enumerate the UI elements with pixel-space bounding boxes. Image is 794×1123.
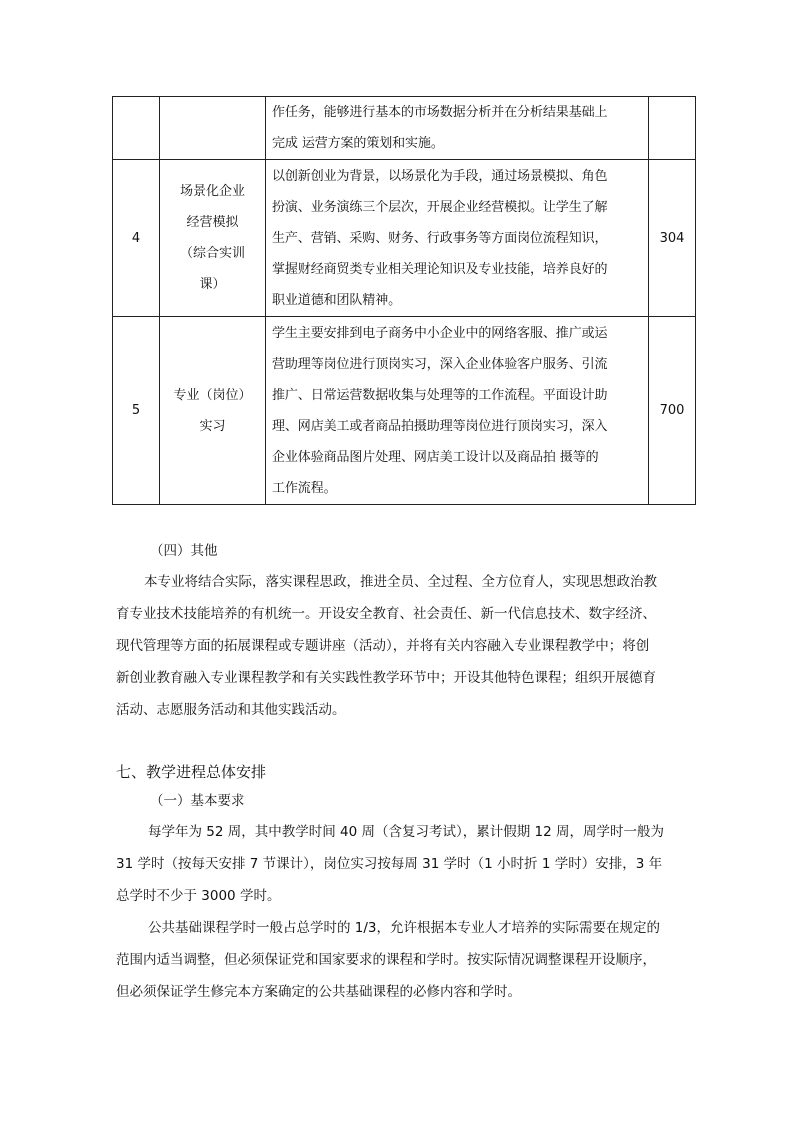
paragraph-line: 范围内适当调整，但必须保证党和国家要求的课程和学时。按实际情况调整课程开设顺序， [116, 952, 656, 968]
paragraph-line: 每学年为 52 周，其中教学时间 40 周（含复习考试），累计假期 12 周，周学时一般为 [148, 824, 665, 840]
paragraph-line: 公共基础课程学时一般占总学时的 1/3，允许根据本专业人才培养的实际需要在规定的 [148, 920, 661, 936]
description-line: 营助理等岗位进行顶岗实习，深入企业体验客户服务、引流 [272, 356, 608, 372]
basic-requirements-para-2 [116, 912, 682, 1008]
table-row [113, 97, 696, 160]
table-row [113, 160, 696, 317]
description-line: 生产、营销、采购、财务、行政事务等方面岗位流程知识， [272, 230, 608, 246]
description-line: 作任务，能够进行基本的市场数据分析并在分析结果基础上 [272, 105, 608, 120]
description-line: 扮演、业务演练三个层次，开展企业经营模拟。让学生了解 [272, 199, 608, 215]
course-name-line: （综合实训 [179, 246, 245, 261]
course-table [112, 96, 696, 505]
description-line: 完成 运营方案的策划和实施。 [272, 136, 444, 151]
course-name-line: 课） [199, 277, 226, 292]
section-other-title: （四）其他 [150, 543, 218, 559]
paragraph-line: 总学时不少于 3000 学时。 [116, 888, 281, 904]
paragraph-line: 活动、志愿服务活动和其他实践活动。 [116, 702, 346, 718]
basic-requirements-para-1 [116, 816, 682, 912]
section-other-body [116, 566, 682, 726]
description-line: 掌握财经商贸类专业相关理论知识及专业技能，培养良好的 [272, 261, 608, 277]
paragraph-line: 31 学时（按每天安排 7 节课计），岗位实习按每周 31 学时（1 小时折 1 学时）安排，3 年 [116, 856, 663, 872]
paragraph-line: 现代管理等方面的拓展课程或专题讲座（活动），并将有关内容融入专业课程教学中；将创 [116, 638, 650, 654]
description-line: 工作流程。 [272, 480, 337, 496]
course-description [266, 97, 649, 160]
description-line: 理、网店美工或者商品拍摄助理等岗位进行顶岗实习，深入 [272, 418, 608, 434]
table-row [113, 317, 696, 505]
course-number [113, 97, 160, 160]
course-name-line: 专业（岗位） [173, 387, 252, 403]
course-name-line: 经营模拟 [186, 215, 239, 230]
description-line: 职业道德和团队精神。 [272, 292, 402, 308]
course-hours: 700 [649, 317, 696, 505]
description-line: 以创新创业为背景，以场景化为手段，通过场景模拟、角色 [272, 168, 608, 184]
course-hours [649, 97, 696, 160]
paragraph-line: 但必须保证学生修完本方案确定的公共基础课程的必修内容和学时。 [116, 984, 521, 1000]
course-number: 4 [113, 160, 160, 317]
course-description [266, 160, 649, 317]
course-name [160, 97, 266, 160]
course-name [160, 317, 266, 505]
basic-requirements-title: （一）基本要求 [150, 793, 245, 809]
course-name [160, 160, 266, 317]
paragraph-line: 育专业技术技能培养的有机统一。开设安全教育、社会责任、新一代信息技术、数字经济、 [116, 606, 656, 622]
course-name-line: 实习 [199, 418, 226, 434]
paragraph-line: 本专业将结合实际，落实课程思政，推进全员、全过程、全方位育人，实现思想政治教 [144, 574, 657, 590]
paragraph-line: 新创业教育融入专业课程教学和有关实践性教学环节中；开设其他特色课程；组织开展德育 [116, 670, 656, 686]
description-line: 推广、日常运营数据收集与处理等的工作流程。平面设计助 [272, 387, 608, 403]
course-description [266, 317, 649, 505]
description-line: 企业体验商品图片处理、网店美工设计以及商品拍 摄等的 [272, 449, 599, 465]
course-name-line: 场景化企业 [179, 184, 245, 199]
section-seven-title: 七、教学进程总体安排 [116, 763, 267, 781]
course-number: 5 [113, 317, 160, 505]
description-line: 学生主要安排到电子商务中小企业中的网络客服、推广或运 [272, 325, 608, 341]
course-hours: 304 [649, 160, 696, 317]
